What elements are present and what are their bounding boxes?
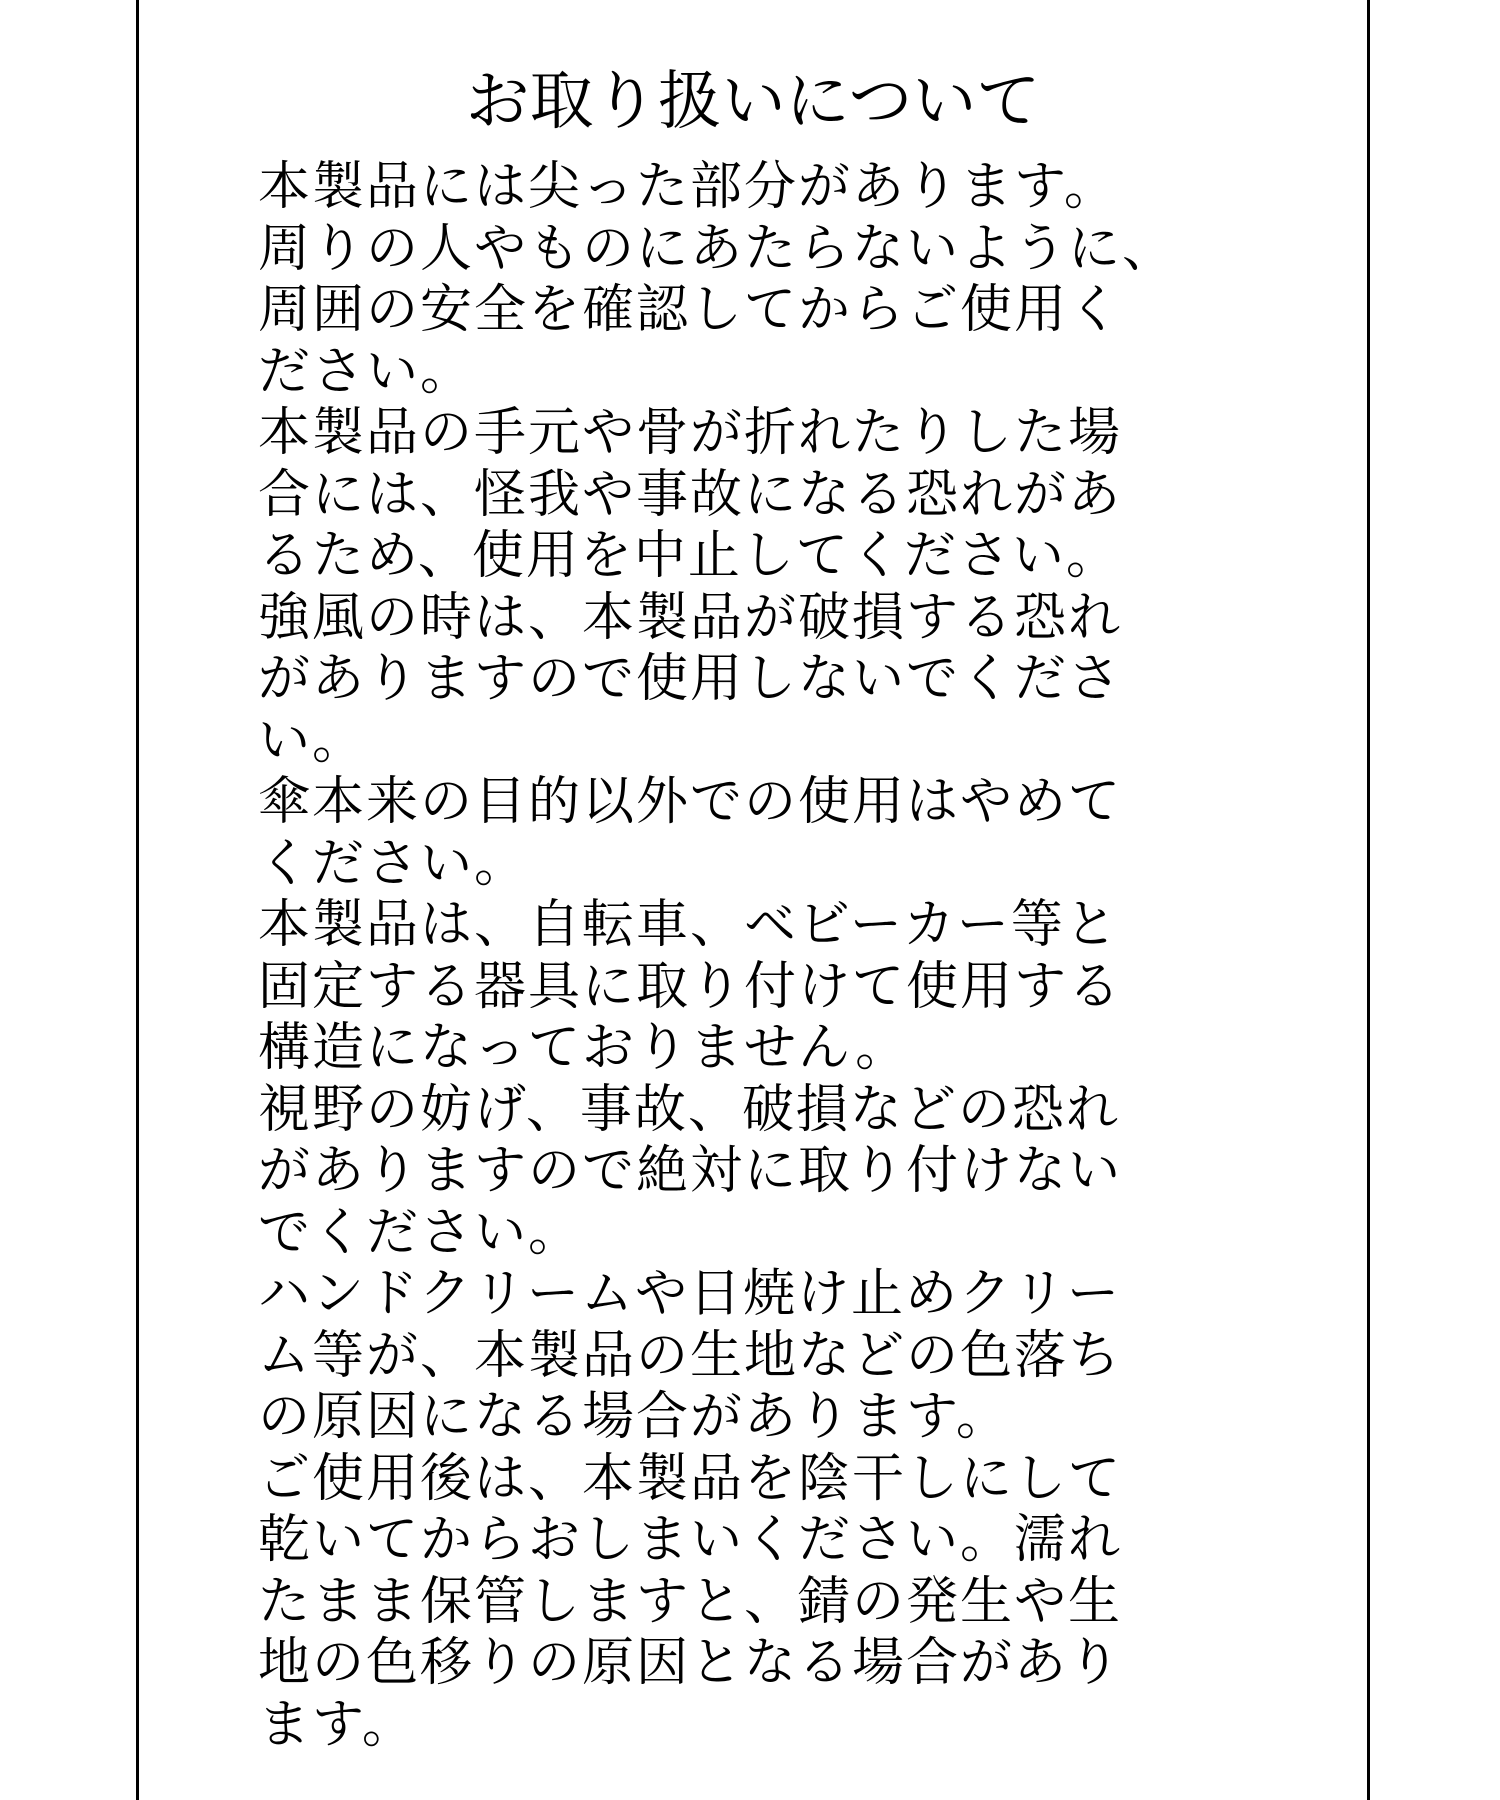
text-line: ださい。 <box>258 341 475 402</box>
text-line: ご使用後は、本製品を陰干しにして <box>258 1448 1123 1509</box>
text-line: 固定する器具に取り付けて使用する <box>258 956 1123 1017</box>
text-line: ム等が、本製品の生地などの色落ち <box>258 1325 1123 1386</box>
text-line: がありますので使用しないでくださ <box>258 649 1123 709</box>
text-line: の原因になる場合があります。 <box>258 1387 1010 1447</box>
text-line: ハンドクリームや日焼け止めクリー <box>258 1264 1121 1324</box>
text-line: たまま保管しますと、錆の発生や生 <box>258 1571 1123 1632</box>
text-line: 周囲の安全を確認してからご使用く <box>258 280 1123 340</box>
text-line: 乾いてからおしまいください。濡れ <box>258 1510 1123 1570</box>
text-line: 本製品の手元や骨が折れたりした場 <box>258 403 1123 463</box>
left-border <box>136 0 139 1800</box>
text-line: 本製品は、自転車、ベビーカー等と <box>258 895 1119 955</box>
text-line: がありますので絶対に取り付けない <box>258 1141 1123 1201</box>
right-border <box>1367 0 1370 1800</box>
text-line: るため、使用を中止してください。 <box>258 526 1120 586</box>
text-line: い。 <box>258 710 367 771</box>
text-line: でください。 <box>258 1202 583 1263</box>
text-line: 強風の時は、本製品が破損する恐れ <box>258 587 1123 648</box>
caution-text <box>258 157 1358 1756</box>
text-line: 視野の妨げ、事故、破損などの恐れ <box>258 1079 1120 1140</box>
text-line: 構造になっておりません。 <box>258 1018 910 1078</box>
text-line: ください。 <box>258 833 529 894</box>
text-line: 周りの人やものにあたらないように、 <box>258 218 1177 279</box>
text-line: 合には、怪我や事故になる恐れがあ <box>258 464 1123 525</box>
text-line: 地の色移りの原因となる場合があり <box>258 1633 1123 1693</box>
text-line: 傘本来の目的以外での使用はやめて <box>258 772 1123 832</box>
text-line: 本製品には尖った部分があります。 <box>258 157 1118 217</box>
text-line: ます。 <box>258 1694 416 1755</box>
document-title: お取り扱いについて <box>465 65 1041 139</box>
